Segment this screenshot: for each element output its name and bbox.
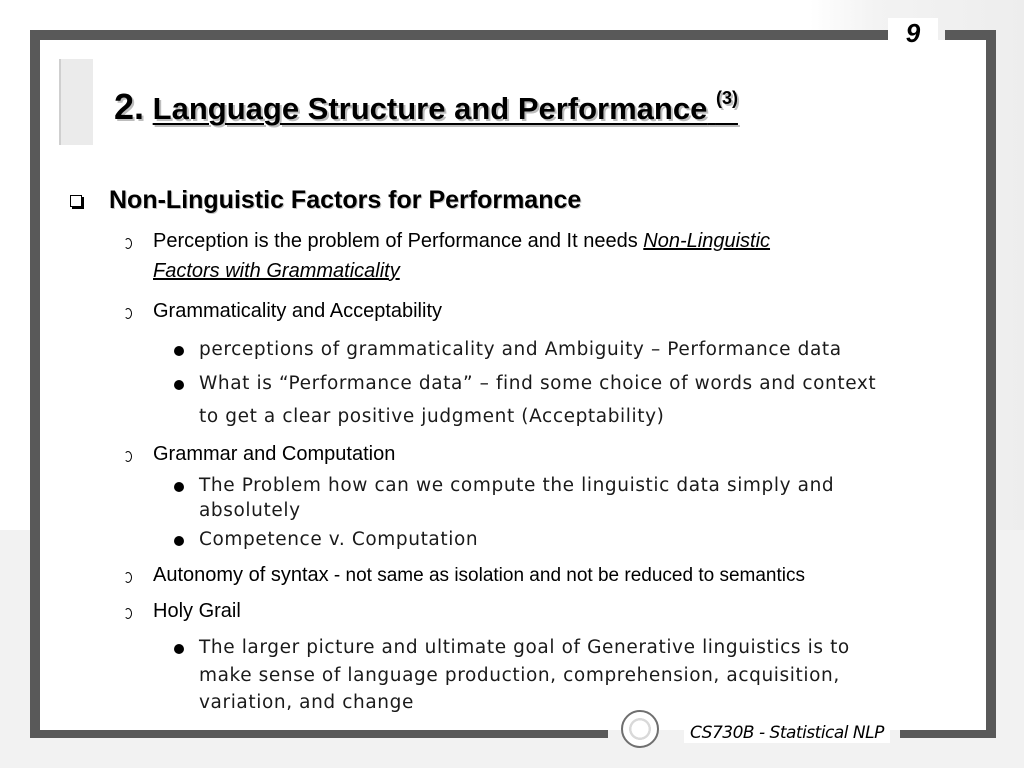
emphasis-text: Factors with Grammaticality: [153, 260, 400, 282]
sub-item-text: variation, and change: [199, 692, 414, 713]
title-superscript: (3): [715, 87, 738, 108]
title-number: 2.: [114, 86, 145, 127]
dot-bullet-icon: [174, 482, 184, 492]
dot-bullet-icon: [174, 346, 184, 356]
sub-item-text: The Problem how can we compute the linguistic data simply and: [199, 475, 835, 496]
page-number: 9: [888, 18, 938, 49]
emphasis-text: Non-Linguistic: [643, 230, 771, 252]
list-item-text: Holy Grail: [153, 600, 241, 622]
list-item-text: Grammar and Computation: [153, 443, 396, 465]
ring-bullet-icon: [124, 608, 132, 619]
ring-bullet-icon: [124, 572, 132, 583]
slide-title: [114, 86, 854, 128]
list-item-text: Grammaticality and Acceptability: [153, 300, 443, 322]
square-bullet-icon: [70, 195, 82, 207]
list-item-text: Perception is the problem of Performance and It needs: [153, 230, 644, 252]
list-item-suffix: - not same as isolation and not be reduced to semantics: [328, 565, 805, 586]
sub-item-text: to get a clear positive judgment (Acceptability): [199, 406, 665, 427]
sub-item-text: Competence v. Computation: [199, 529, 479, 550]
sub-item-text: make sense of language production, comprehension, acquisition,: [199, 665, 840, 686]
sub-item-text: absolutely: [199, 500, 301, 521]
title-text: Language Structure and Performance $^{(3)}$: [152, 87, 738, 126]
ring-bullet-icon: [124, 308, 132, 319]
frame-left: [30, 30, 40, 738]
footer-course-label: CS730B - Statistical NLP: [684, 723, 890, 743]
sub-item-text: What is “Performance data” – find some choice of words and context: [199, 373, 877, 394]
frame-top-left: [30, 30, 892, 40]
list-item-text: Autonomy of syntax: [153, 564, 329, 586]
dot-bullet-icon: [174, 380, 184, 390]
sub-item-text: perceptions of grammaticality and Ambiguity – Performance data: [199, 339, 842, 360]
sub-item-text: The larger picture and ultimate goal of Generative linguistics is to: [199, 637, 850, 658]
section-heading-text: Non-Linguistic Factors for Performance: [109, 186, 582, 214]
frame-right: [986, 30, 996, 738]
title-tab-decoration: [59, 59, 93, 145]
dot-bullet-icon: [174, 644, 184, 654]
ring-bullet-icon: [124, 238, 132, 249]
university-seal-icon: [621, 710, 659, 748]
ring-bullet-icon: [124, 451, 132, 462]
dot-bullet-icon: [174, 536, 184, 546]
